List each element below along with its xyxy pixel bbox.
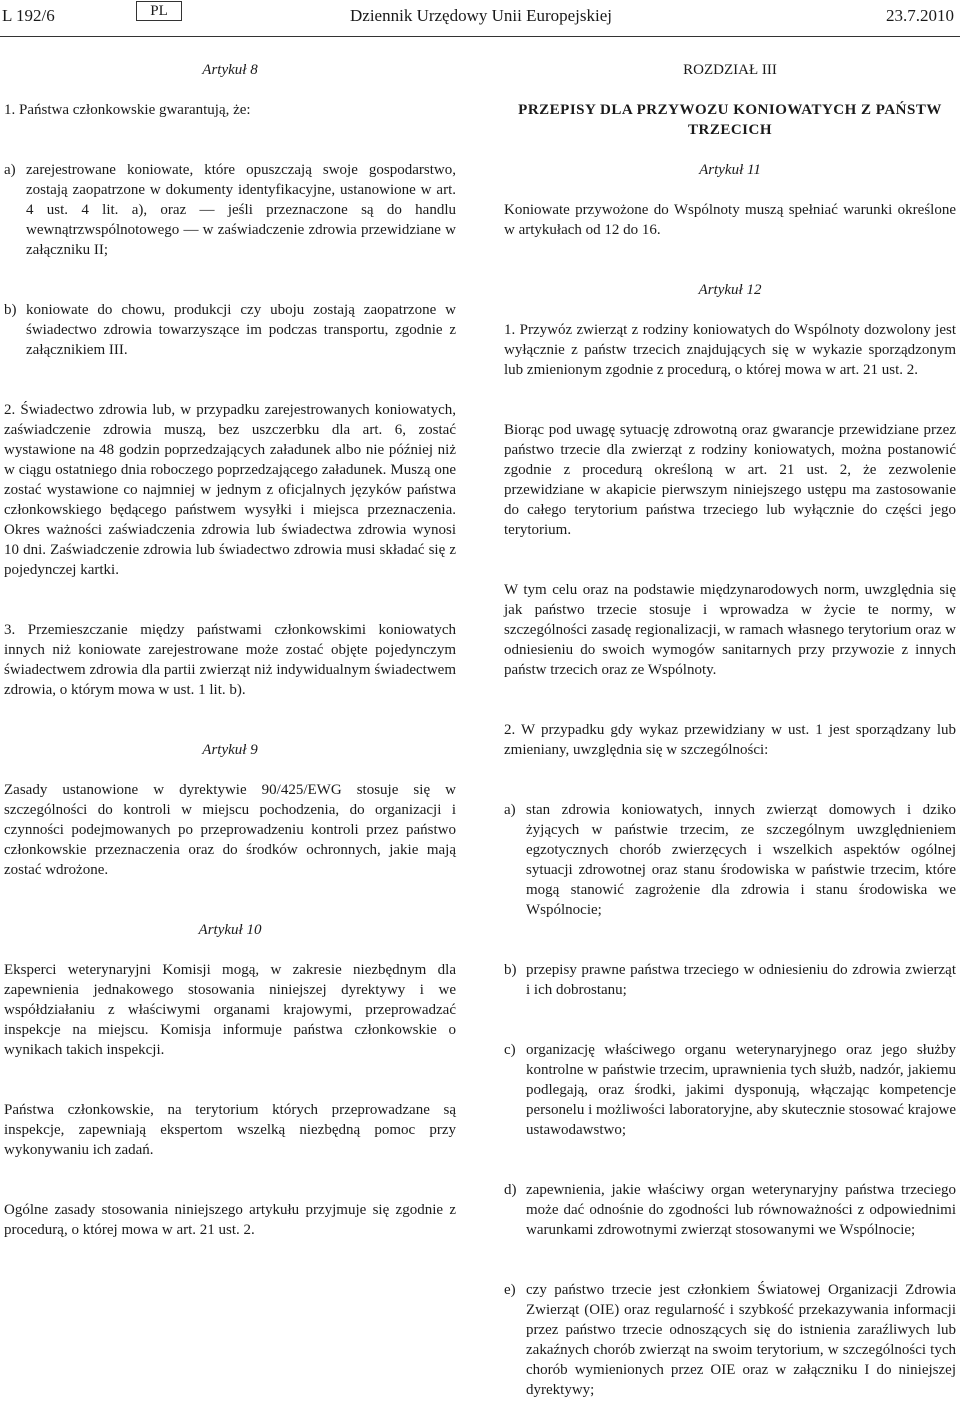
publication-date: 23.7.2010 [886, 6, 954, 25]
list-item-label: d) [504, 1182, 517, 1198]
article-8-paragraph-1: 1. Państwa członkowskie gwarantują, że: [4, 102, 251, 118]
article-10-paragraph-1: Eksperci weterynaryjni Komisji mogą, w zakresie niezbędnym dla zapewnienia jednakowego stosowania niniejszej dyrektywy i we współdziałaniu z właściwymi organami krajowymi, przeprowadzać inspekcje na miejscu. Komisja informuje państwa członkowskie o wynikach takich inspekcji. [4, 962, 456, 1058]
left-column [4, 60, 456, 1260]
chapter-heading: PRZEPISY DLA PRZYWOZU KONIOWATYCH Z PAŃSTW TRZECICH [518, 102, 942, 138]
list-item [504, 960, 956, 1000]
article-11-title: Artykuł 11 [699, 162, 761, 178]
list-item-text: przepisy prawne państwa trzeciego w odniesieniu do zdrowia zwierząt i ich dobrostanu; [526, 962, 956, 998]
list-item [4, 300, 456, 360]
list-item-text: organizację właściwego organu weterynaryjnego oraz jego służby kontrolne w państwie trzecim, uprawnienia tych służb, nadzór, jakiemu podlegają, oraz środki, jakimi dysponują, włączając kompetencje personelu i możliwości laboratoryjne, aby skutecznie stosować krajowe ustawodawstwo; [526, 1042, 956, 1138]
list-item-text: koniowate do chowu, produkcji czy uboju zostają zaopatrzone w świadectwo zdrowia towarzyszące im podczas transportu, zgodnie z załącznikiem III. [26, 302, 456, 358]
list-item-label: e) [504, 1282, 516, 1298]
article-9-title: Artykuł 9 [202, 742, 258, 758]
article-8-paragraph-2: 2. Świadectwo zdrowia lub, w przypadku zarejestrowanych koniowatych, zaświadczenie zdrowia muszą, bez uszczerbku dla art. 6, zostać wystawione na 48 godzin poprzedzających załadunek albo nie później niż w ciągu ostatniego dnia roboczego poprzedzającego załadunek. Muszą one zostać wystawione co najmniej w jednym z oficjalnych języków państwa członkowskiego będącego państwem wysyłki i miejsca przeznaczenia. Okres ważności zaświadczenia zdrowia lub świadectwa zdrowia wynosi 10 dni. Zaświadczenie zdrowia lub świadectwo zdrowia musi składać się z pojedynczej kartki. [4, 402, 456, 578]
page-header [0, 0, 960, 40]
article-11-paragraph-1: Koniowate przywożone do Wspólnoty muszą spełniać warunki określone w artykułach od 12 do 16. [504, 202, 956, 238]
article-10-paragraph-2: Państwa członkowskie, na terytorium których przeprowadzane są inspekcje, zapewniają ekspertom wszelką niezbędną pomoc przy wykonywaniu ich zadań. [4, 1102, 456, 1158]
article-12-paragraph-4: 2. W przypadku gdy wykaz przewidziany w ust. 1 jest sporządzany lub zmieniany, uwzględnia się w szczególności: [504, 722, 956, 758]
article-8-title: Artykuł 8 [202, 62, 258, 78]
list-item-text: stan zdrowia koniowatych, innych zwierząt domowych i dziko żyjących w państwie trzecim, ze szczególnym uwzględnieniem egzotycznych chorób zwierzęcych i wszelkich aspektów ogólnej sytuacji zdrowotnej oraz stanu środowiska w państwie trzecim, które mogą stanowić zagrożenie dla zdrowia i stanu środowiska we Wspólnocie; [526, 802, 956, 918]
list-item [504, 1280, 956, 1400]
list-item-label: b) [504, 962, 517, 978]
list-item-text: czy państwo trzecie jest członkiem Światowej Organizacji Zdrowia Zwierząt (OIE) oraz regularność i szybkość przekazywania informacji przez państwo trzecie odnoszących się do istnienia zaraźliwych lub zakaźnych chorób zwierząt na swoim terytorium, w szczególności tych chorób wymienionych przez OIE oraz w załączniku I do niniejszej dyrektywy; [526, 1282, 956, 1398]
article-12-title: Artykuł 12 [698, 282, 762, 298]
right-column [504, 60, 956, 1420]
article-9-paragraph-1: Zasady ustanowione w dyrektywie 90/425/EWG stosuje się w szczególności do kontroli w miejscu pochodzenia, do organizacji i czynności podejmowanych po przeprowadzeniu kontroli przez państwo członkowskie przeznaczenia oraz do środków ochronnych, jakie mają zostać wdrożone. [4, 782, 456, 878]
list-item-label: a) [504, 802, 516, 818]
list-item-label: b) [4, 302, 17, 318]
article-10-title: Artykuł 10 [198, 922, 262, 938]
article-8-paragraph-3: 3. Przemieszczanie między państwami członkowskimi koniowatych innych niż koniowate zarejestrowane może zostać objęte pojedynczym świadectwem zdrowia dla partii zwierząt niż indywidualnym świadectwem zdrowia, o którym mowa w ust. 1 lit. b). [4, 622, 456, 698]
article-12-paragraph-1: 1. Przywóz zwierząt z rodziny koniowatych do Wspólnoty dozwolony jest wyłącznie z państw trzecich znajdujących się w wykazie sporządzonym lub zmienionym zgodnie z procedurą, o której mowa w art. 21 ust. 2. [504, 322, 956, 378]
list-item-label: a) [4, 162, 16, 178]
article-12-paragraph-3: W tym celu oraz na podstawie międzynarodowych norm, uwzględnia się jak państwo trzecie stosuje i wprowadza w życie te normy, w szczególności zasadę regionalizacji, w ramach własnego terytorium oraz w odniesieniu do swoich wymogów sanitarnych przy przywozie z innych państw trzecich oraz ze Wspólnoty. [504, 582, 956, 678]
language-badge: PL [136, 1, 182, 21]
list-item [504, 800, 956, 920]
header-rule [0, 36, 960, 37]
article-10-paragraph-3: Ogólne zasady stosowania niniejszego artykułu przyjmuje się zgodnie z procedurą, o której mowa w art. 21 ust. 2. [4, 1202, 456, 1238]
chapter-number: ROZDZIAŁ III [683, 62, 777, 78]
list-item-text: zarejestrowane koniowate, które opuszczają swoje gospodarstwo, zostają zaopatrzone w dokumenty identyfikacyjne, ustanowione w art. 4 ust. 4 lit. a), oraz — jeśli przeznaczone są do handlu wewnątrzwspólnotowego — w zaświadczenie zdrowia przewidziane w załączniku II; [26, 162, 456, 258]
list-item [504, 1180, 956, 1240]
page-number: L 192/6 [2, 6, 55, 25]
list-item-label: c) [504, 1042, 516, 1058]
article-12-paragraph-2: Biorąc pod uwagę sytuację zdrowotną oraz gwarancje przewidziane przez państwo trzecie dla zwierząt z rodziny koniowatych, można postanowić zgodnie z procedurą określoną w art. 21 ust. 2, że zezwolenie przewidziane w akapicie pierwszym niniejszego ustępu ma zastosowanie do całego terytorium państwa trzeciego lub wyłącznie do części jego terytorium. [504, 422, 956, 538]
journal-title: Dziennik Urzędowy Unii Europejskiej [350, 6, 613, 25]
list-item-text: zapewnienia, jakie właściwy organ weterynaryjny państwa trzeciego może dać odnośnie do zgodności lub równoważności z odpowiednimi warunkami zdrowotnymi zwierząt stosowanymi we Wspólnocie; [526, 1182, 956, 1238]
list-item [504, 1040, 956, 1140]
list-item [4, 160, 456, 260]
